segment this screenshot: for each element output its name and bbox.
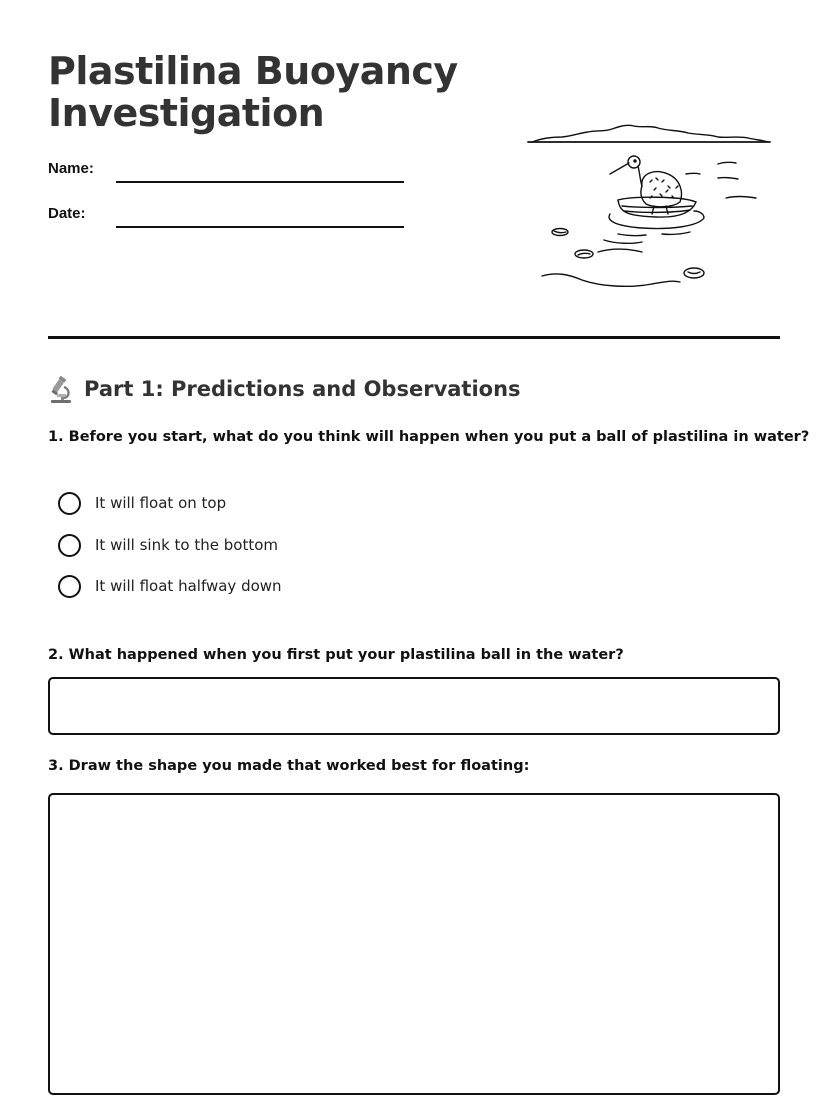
question-1: 1. Before you start, what do you think will happen when you put a ball of plastilina in water? — [48, 429, 810, 445]
option-label: It will float on top — [95, 494, 227, 512]
part1-title: Part 1: Predictions and Observations — [84, 377, 521, 401]
name-field[interactable] — [116, 155, 408, 179]
option-label: It will sink to the bottom — [95, 536, 279, 554]
date-line — [116, 226, 404, 228]
title-line-1: Plastilina Buoyancy — [48, 49, 458, 93]
question-3: 3. Draw the shape you made that worked best for floating: — [48, 758, 530, 774]
title-line-2: Investigation — [48, 91, 325, 135]
header-divider — [48, 336, 780, 339]
q1-option-float-halfway[interactable] — [58, 574, 282, 598]
q3-drawing-area[interactable] — [48, 793, 780, 1095]
q2-answer-field[interactable] — [50, 679, 778, 733]
part1-heading — [48, 374, 521, 404]
option-label: It will float halfway down — [95, 577, 282, 595]
radio-circle-icon[interactable] — [58, 534, 81, 557]
question-2: 2. What happened when you first put your plastilina ball in the water? — [48, 647, 624, 663]
q2-answer-box[interactable] — [48, 677, 780, 735]
bird-in-boat-icon — [522, 116, 778, 296]
microscope-icon — [48, 375, 74, 403]
worksheet-title — [48, 50, 458, 134]
name-line — [116, 181, 404, 183]
radio-circle-icon[interactable] — [58, 492, 81, 515]
q1-option-float-top[interactable] — [58, 491, 226, 515]
date-field[interactable] — [116, 200, 408, 224]
name-label: Name: — [48, 160, 94, 177]
q1-option-sink-bottom[interactable] — [58, 533, 278, 557]
date-label: Date: — [48, 205, 86, 222]
radio-circle-icon[interactable] — [58, 575, 81, 598]
